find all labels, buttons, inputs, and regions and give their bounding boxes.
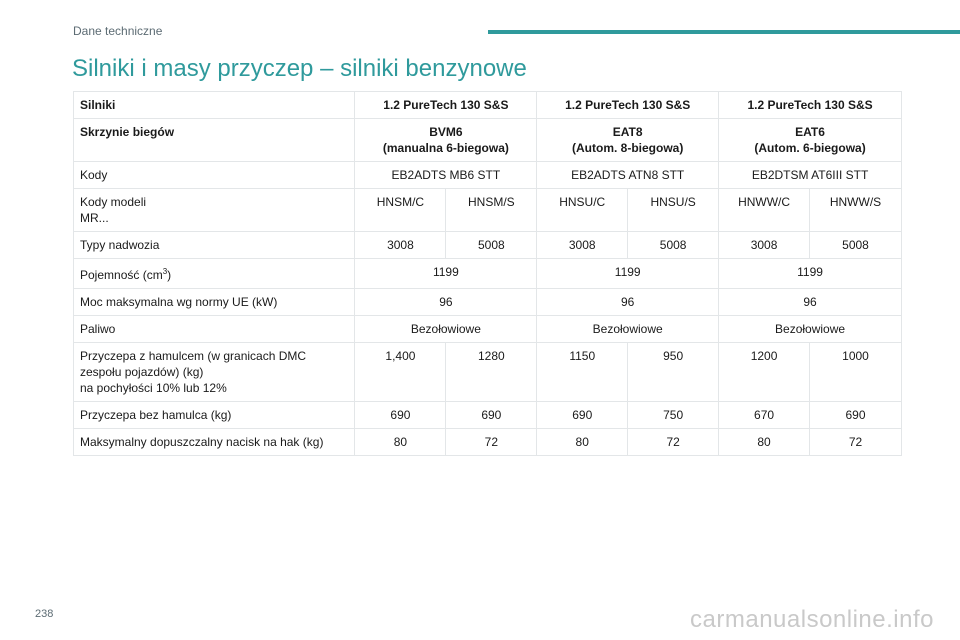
accent-bar	[488, 30, 960, 34]
braked-cell: 1150	[537, 343, 628, 402]
unbraked-cell: 690	[446, 402, 537, 429]
body-type-cell: 3008	[537, 232, 628, 259]
braked-cell: 1,400	[355, 343, 446, 402]
fuel-label: Paliwo	[74, 316, 355, 343]
braked-cell: 1000	[810, 343, 902, 402]
watermark: carmanualsonline.info	[690, 606, 934, 633]
engines-label: Silniki	[74, 92, 355, 119]
gearbox-name: BVM6	[429, 125, 463, 139]
braked-cell: 1280	[446, 343, 537, 402]
code-cell: EB2ADTS ATN8 STT	[537, 162, 719, 189]
model-codes-label-line: Kody modeli	[80, 195, 147, 209]
gearbox-name: EAT8	[612, 125, 643, 139]
engine-header: 1.2 PureTech 130 S&S	[537, 92, 719, 119]
section-label: Dane techniczne	[73, 24, 163, 38]
capacity-label-sup: 3	[162, 267, 168, 276]
table-row-power	[74, 289, 902, 316]
nose-weight-cell: 72	[810, 429, 902, 456]
body-type-cell: 3008	[355, 232, 446, 259]
capacity-cell: 1199	[719, 259, 902, 289]
gearbox-cell	[719, 119, 902, 162]
engine-header: 1.2 PureTech 130 S&S	[355, 92, 537, 119]
table-row-capacity	[74, 259, 902, 289]
braked-cell: 1200	[719, 343, 810, 402]
model-code-cell: HNSU/S	[628, 189, 719, 232]
braked-label-line: Przyczepa z hamulcem (w granicach DMC	[80, 349, 307, 363]
gearbox-cell	[537, 119, 719, 162]
table-row-engines	[74, 92, 902, 119]
capacity-label-end: )	[167, 268, 172, 282]
nose-weight-cell: 72	[628, 429, 719, 456]
body-type-cell: 5008	[628, 232, 719, 259]
table-row-braked-trailer	[74, 343, 902, 402]
table-row-fuel	[74, 316, 902, 343]
code-cell: EB2DTSM AT6III STT	[719, 162, 902, 189]
page-number: 238	[35, 608, 54, 620]
gearboxes-label: Skrzynie biegów	[74, 119, 355, 162]
unbraked-cell: 750	[628, 402, 719, 429]
body-type-cell: 3008	[719, 232, 810, 259]
capacity-label-text: Pojemność (cm	[80, 268, 163, 282]
gearbox-cell	[355, 119, 537, 162]
nose-weight-cell: 80	[719, 429, 810, 456]
nose-weight-cell: 80	[355, 429, 446, 456]
code-cell: EB2ADTS MB6 STT	[355, 162, 537, 189]
unbraked-cell: 670	[719, 402, 810, 429]
unbraked-cell: 690	[537, 402, 628, 429]
braked-cell: 950	[628, 343, 719, 402]
table-row-nose-weight	[74, 429, 902, 456]
body-type-cell: 5008	[810, 232, 902, 259]
fuel-cell: Bezołowiowe	[537, 316, 719, 343]
table-row-unbraked-trailer	[74, 402, 902, 429]
braked-trailer-label	[74, 343, 355, 402]
table-row-body-types	[74, 232, 902, 259]
model-codes-label-line: MR...	[80, 211, 109, 225]
page-title: Silniki i masy przyczep – silniki benzynowe	[72, 55, 527, 82]
nose-weight-cell: 80	[537, 429, 628, 456]
power-cell: 96	[537, 289, 719, 316]
unbraked-trailer-label: Przyczepa bez hamulca (kg)	[74, 402, 355, 429]
fuel-cell: Bezołowiowe	[719, 316, 902, 343]
table-row-gearboxes	[74, 119, 902, 162]
body-type-cell: 5008	[446, 232, 537, 259]
gearbox-desc: (Autom. 6-biegowa)	[754, 141, 866, 155]
model-code-cell: HNWW/C	[719, 189, 810, 232]
unbraked-cell: 690	[810, 402, 902, 429]
table-row-model-codes	[74, 189, 902, 232]
body-types-label: Typy nadwozia	[74, 232, 355, 259]
unbraked-cell: 690	[355, 402, 446, 429]
capacity-cell: 1199	[355, 259, 537, 289]
fuel-cell: Bezołowiowe	[355, 316, 537, 343]
power-label: Moc maksymalna wg normy UE (kW)	[74, 289, 355, 316]
nose-weight-cell: 72	[446, 429, 537, 456]
engine-header: 1.2 PureTech 130 S&S	[719, 92, 902, 119]
model-code-cell: HNWW/S	[810, 189, 902, 232]
codes-label: Kody	[74, 162, 355, 189]
capacity-label	[74, 259, 355, 289]
gearbox-desc: (manualna 6-biegowa)	[382, 141, 509, 155]
braked-label-line: na pochyłości 10% lub 12%	[80, 381, 227, 395]
model-codes-label	[74, 189, 355, 232]
capacity-cell: 1199	[537, 259, 719, 289]
model-code-cell: HNSM/S	[446, 189, 537, 232]
table-row-codes	[74, 162, 902, 189]
gearbox-name: EAT6	[795, 125, 825, 139]
power-cell: 96	[355, 289, 537, 316]
nose-weight-label: Maksymalny dopuszczalny nacisk na hak (kg)	[74, 429, 355, 456]
power-cell: 96	[719, 289, 902, 316]
model-code-cell: HNSM/C	[355, 189, 446, 232]
gearbox-desc: (Autom. 8-biegowa)	[572, 141, 684, 155]
braked-label-line: zespołu pojazdów) (kg)	[80, 365, 204, 379]
spec-table	[73, 91, 902, 456]
model-code-cell: HNSU/C	[537, 189, 628, 232]
